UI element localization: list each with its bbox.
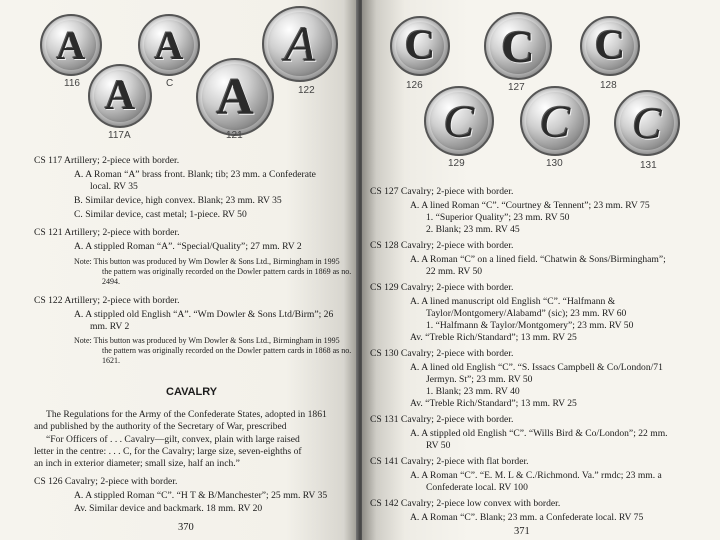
button-coin-127: C xyxy=(484,12,552,80)
entry-line: A. A Roman “C”. Blank; 23 mm. a Confederate local. RV 75 xyxy=(410,512,644,523)
coin-label: 121 xyxy=(226,130,243,141)
entry-line: CS 141 Cavalry; 2-piece with flat border. xyxy=(370,456,529,467)
coin-label: 131 xyxy=(640,160,657,171)
entry-line: CS 126 Cavalry; 2-piece with border. xyxy=(34,476,178,487)
button-coin-121: A xyxy=(196,58,274,136)
page-number: 371 xyxy=(514,526,530,537)
entry-line: CS 128 Cavalry; 2-piece with border. xyxy=(370,240,514,251)
entry-line: CS 130 Cavalry; 2-piece with border. xyxy=(370,348,514,359)
note-line: 2494. xyxy=(102,277,120,286)
paragraph-line: “For Officers of . . . Cavalry—gilt, convex, plain with large raised xyxy=(46,434,300,445)
entry-line: Jermyn. St”; 23 mm. RV 50 xyxy=(426,374,533,385)
entry-line: CS 122 Artillery; 2-piece with border. xyxy=(34,295,180,306)
button-coin-129: C xyxy=(424,86,494,156)
entry-line: A. A stippled old English “A”. “Wm Dowler & Sons Ltd/Birm”; 26 xyxy=(74,309,334,320)
coin-label: 126 xyxy=(406,80,423,91)
entry-line: Av. “Treble Rich/Standard”; 13 mm. RV 25 xyxy=(410,332,577,343)
note-line: Note: This button was produced by Wm Dowler & Sons Ltd., Birmingham in 1995 xyxy=(74,257,340,266)
coin-label: C xyxy=(166,78,174,89)
entry-line: CS 127 Cavalry; 2-piece with border. xyxy=(370,186,514,197)
entry-line: C. Similar device, cast metal; 1-piece. RV 50 xyxy=(74,209,247,220)
entry-line: A. A Roman “C”. “E. M. L & C./Richmond. Va.” rmdc; 23 mm. a xyxy=(410,470,662,481)
section-heading: CAVALRY xyxy=(166,386,218,398)
button-coin-122: A xyxy=(262,6,338,82)
entry-line: A. A Roman “C” on a lined field. “Chatwin & Sons/Birmingham”; xyxy=(410,254,666,265)
note-line: the pattern was originally recorded on the Dowler pattern cards in 1869 as no. xyxy=(102,267,352,276)
entry-line: mm. RV 2 xyxy=(90,321,130,332)
entry-line: Av. “Treble Rich/Standard”; 13 mm. RV 25 xyxy=(410,398,577,409)
entry-line: A. A lined Roman “C”. “Courtney & Tennent”; 23 mm. RV 75 xyxy=(410,200,650,211)
button-coin-126: C xyxy=(390,16,450,76)
entry-line: Confederate local. RV 100 xyxy=(426,482,528,493)
button-coin-128: C xyxy=(580,16,640,76)
entry-line: CS 142 Cavalry; 2-piece low convex with border. xyxy=(370,498,561,509)
entry-line: Av. Similar device and backmark. 18 mm. RV 20 xyxy=(74,503,263,514)
entry-line: B. Similar device, high convex. Blank; 23 mm. RV 35 xyxy=(74,195,282,206)
note-line: 1621. xyxy=(102,356,120,365)
button-coin-c: A xyxy=(138,14,200,76)
note-line: Note: This button was produced by Wm Dowler & Sons Ltd., Birmingham in 1995 xyxy=(74,336,340,345)
paragraph-line: The Regulations for the Army of the Confederate States, adopted in 1861 xyxy=(46,409,327,420)
entry-line: A. A stippled old English “C”. “Wills Bird & Co/London”; 22 mm. xyxy=(410,428,668,439)
entry-line: CS 121 Artillery; 2-piece with border. xyxy=(34,227,180,238)
paragraph-line: and published by the authority of the Secretary of War, prescribed xyxy=(34,421,287,432)
entry-line: 1. Blank; 23 mm. RV 40 xyxy=(426,386,520,397)
coin-label: 128 xyxy=(600,80,617,91)
paragraph-line: letter in the centre: . . . C, for the Cavalry; large size, seven-eighths of xyxy=(34,446,302,457)
button-coin-116: A xyxy=(40,14,102,76)
entry-line: 1. “Superior Quality”; 23 mm. RV 50 xyxy=(426,212,570,223)
entry-line: Taylor/Montgomery/Alabamd” (sic); 23 mm. RV 60 xyxy=(426,308,627,319)
entry-line: CS 129 Cavalry; 2-piece with border. xyxy=(370,282,514,293)
coin-label: 130 xyxy=(546,158,563,169)
button-coin-130: C xyxy=(520,86,590,156)
button-coin-131: C xyxy=(614,90,680,156)
entry-line: A. A Roman “A” brass front. Blank; tib; 23 mm. a Confederate xyxy=(74,169,316,180)
left-page xyxy=(0,0,358,540)
coin-label: 117A xyxy=(108,130,131,141)
entry-line: RV 50 xyxy=(426,440,451,451)
entry-line: CS 131 Cavalry; 2-piece with border. xyxy=(370,414,514,425)
coin-label: 127 xyxy=(508,82,525,93)
coin-label: 116 xyxy=(64,78,80,89)
entry-line: local. RV 35 xyxy=(90,181,138,192)
entry-line: A. A stippled Roman “A”. “Special/Quality”; 27 mm. RV 2 xyxy=(74,241,302,252)
entry-line: 1. “Halfmann & Taylor/Montgomery”; 23 mm. RV 50 xyxy=(426,320,634,331)
coin-label: 129 xyxy=(448,158,465,169)
entry-line: 2. Blank; 23 mm. RV 45 xyxy=(426,224,520,235)
entry-line: A. A lined manuscript old English “C”. “Halfmann & xyxy=(410,296,616,307)
paragraph-line: an inch in exterior diameter; small size, half an inch.” xyxy=(34,458,240,469)
button-coin-117a: A xyxy=(88,64,152,128)
entry-line: 22 mm. RV 50 xyxy=(426,266,483,277)
entry-line: A. A stippled Roman “C”. “H T & B/Manchester”; 25 mm. RV 35 xyxy=(74,490,328,501)
entry-line: A. A lined old English “C”. “S. Issacs Campbell & Co/London/71 xyxy=(410,362,663,373)
entry-line: CS 117 Artillery; 2-piece with border. xyxy=(34,155,180,166)
right-page xyxy=(362,0,720,540)
coin-label: 122 xyxy=(298,85,315,96)
note-line: the pattern was originally recorded on the Dowler pattern cards in 1868 as no. xyxy=(102,346,352,355)
page-number: 370 xyxy=(178,522,194,533)
